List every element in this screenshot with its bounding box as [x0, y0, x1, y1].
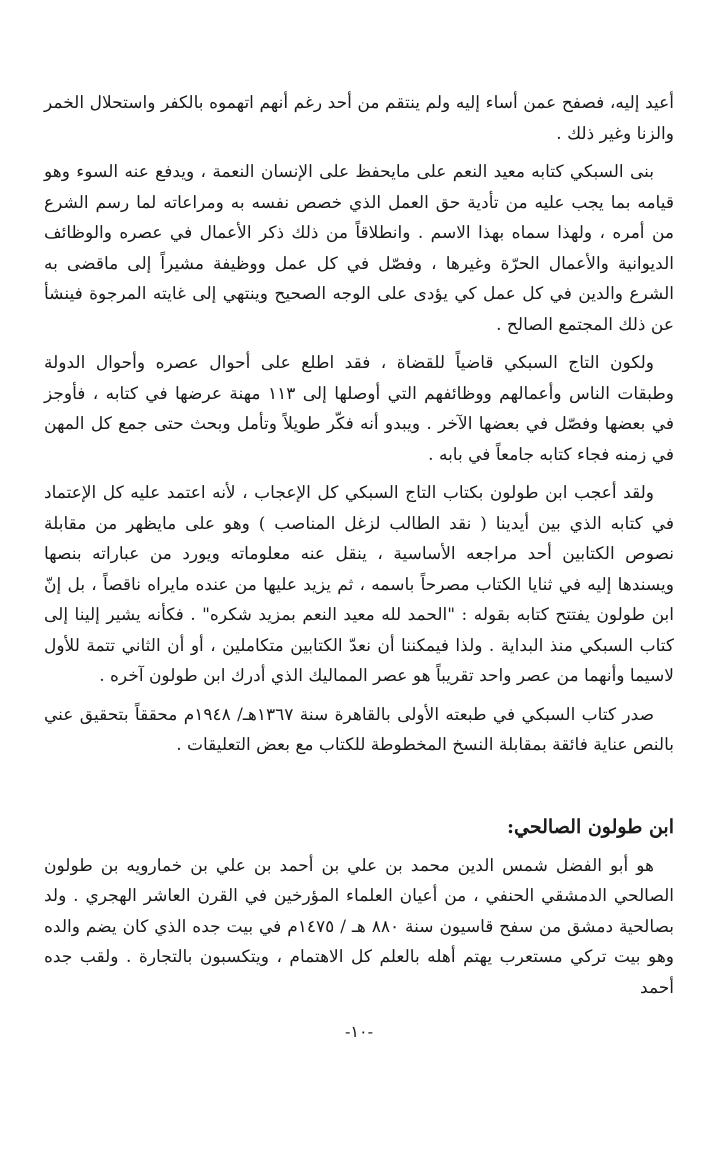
page-number: -١٠-: [345, 1022, 373, 1041]
paragraph-text: أعيد إليه، فصفح عمن أساء إليه ولم ينتقم من أحد رغم أنهم اتهموه بالكفر واستحلال الخمر والزنا وغير ذلك .: [44, 93, 674, 144]
paragraph-text: ولكون التاج السبكي قاضياً للقضاة ، فقد اطلع على أحوال عصره وأحوال الدولة وطبقات الناس وأعمالهم ووظائفهم التي أوصلها إلى ١١٣ مهنة عرضها في كتابه ، فأوجز في بعضها وفصّل في بعضها الآخر . ويبدو أنه فكّر طويلاً وتأمل وبحث حتى جمع كل المهن في زمنه فجاء كتابه جامعاً في بابه .: [44, 353, 674, 465]
paragraph-text: ولقد أعجب ابن طولون بكتاب التاج السبكي كل الإعجاب ، لأنه اعتمد عليه كل الإعتماد في كتابه الذي بين أيدينا ( نقد الطالب لزغل المناصب ) وهو على مايظهر من مقابلة نصوص الكتابين أحد مراجعه الأساسية ، ينقل عنه معلوماته ويورد من عباراته بنصها ويسندها إليه في ثنايا الكتاب مصرحاً باسمه ، ثم يزيد عليها من عنده مايراه ناقصاً ، بل إنّ ابن طولون يفتتح كتابه بقوله : "الحمد لله معيد النعم بمزيد شكره" . فكأنه يشير إلينا إلى كتاب السبكي منذ البداية . ولذا فيمكننا أن نعدّ الكتابين متكاملين ، أو أن الثاني تتمة للأول لاسيما وأنهما من عصر واحد تقريباً هو عصر المماليك الذي أدرك ابن طولون آخره .: [44, 483, 674, 686]
paragraph-first-edition: [44, 700, 674, 761]
section-heading: ابن طولون الصالحي:: [507, 815, 674, 838]
paragraph-biography: [44, 851, 674, 1004]
paragraph-continuation: [44, 88, 674, 149]
paragraph-ibn-tulun-admiration: [44, 478, 674, 692]
paragraph-text: صدر كتاب السبكي في طبعته الأولى بالقاهرة سنة ١٣٦٧هـ/ ١٩٤٨م محققاً بتحقيق عني بالنص عناية فائقة بمقابلة النسخ المخطوطة للكتاب مع بعض التعليقات .: [44, 704, 674, 755]
paragraph-subki-book: [44, 157, 674, 340]
page-body: [44, 88, 674, 1011]
paragraph-text: بنى السبكي كتابه معيد النعم على مايحفظ على الإنسان النعمة ، ويدفع عنه السوء وهو قيامه بما يجب عليه من تأدية حق العمل الذي خصص نفسه به ومراعاته لما رسم الشرع من أمره ، ولهذا سماه بهذا الاسم . وانطلاقاً من ذلك ذكر الأعمال في عصره والوظائف الديوانية والأعمال الحرّة وغيرها ، وفصّل في كل عمل ووظيفة مشيراً إلى ماقضى به الشرع والدين في كل عمل كي يؤدى على الوجه الصحيح وينتهي إلى غايته المرجوة فينشأ عن ذلك المجتمع الصالح .: [44, 162, 674, 335]
paragraph-subki-judge: [44, 348, 674, 470]
paragraph-text: هو أبو الفضل شمس الدين محمد بن علي بن أحمد بن علي بن خمارويه بن طولون الصالحي الدمشقي الحنفي ، من أعيان العلماء المؤرخين في القرن العاشر الهجري . ولد بصالحية دمشق من سفح قاسيون سنة ٨٨٠ هـ / ١٤٧٥م في بيت جده الذي كان يضم والده وهو بيت تركي مستعرب يهتم أهله بالعلم كل الاهتمام ، ويتكسبون بالتجارة . ولقب جده أحمد: [44, 855, 674, 998]
